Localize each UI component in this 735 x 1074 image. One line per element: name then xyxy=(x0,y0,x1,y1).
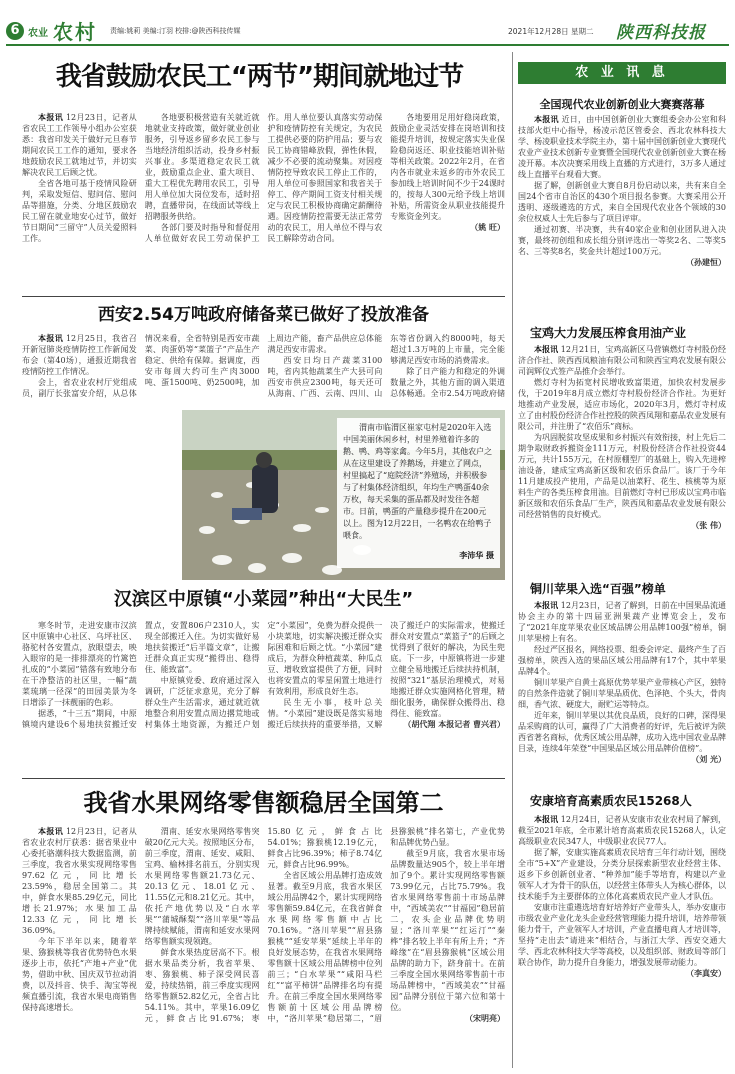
side-item4-title: 安康培育高素质农民15268人 xyxy=(530,794,692,808)
paragraph: 据了解，创新创业大赛自8月份启动以来，共有来自全国24个省市自治区的430个项目报名参赛。大赛采用公开透明、逐级遴选的方式，来自全国现代农业各个领域的30余位权威人士先后参与了项目评审。 xyxy=(518,181,726,223)
brand-logo: 陕西科技报 xyxy=(616,23,706,43)
paragraph: 经过严区报名，网络投票、组委会评定、最终产生了百强榜单，陕西入选的果品区域公用品牌有17个，其中苹果品牌4个。 xyxy=(518,645,726,676)
side-item1-title: 全国现代农业创新创业大赛赛落幕 xyxy=(539,98,705,111)
article-xian-veg-cont xyxy=(22,410,172,580)
page-number-badge: 6 xyxy=(6,22,24,40)
photo-caption-text: 渭南市临渭区崔家屯村是2020年入选中国美丽休闲乡村，村里养殖着许多的鹅、鸭、鸡等家禽。今年5月，其他农户之从在这里建设了养鹅场，并建立了网点，村里搞起了“庭院经济”养殖场，并积极参与了村集体经济组织，年均生产鸭蛋40余万枚，每天采集的蛋品都及时发往各超市。日前，鸭蛋的产量稳步提升在200元以上。图为12月22日，一名鸭农在给鸭子喂食。 xyxy=(343,423,493,540)
article-fruit-headline: 我省水果网络零售额稳居全国第二 xyxy=(83,789,444,817)
paragraph: 为巩固脱贫攻坚成果和乡村振兴有效衔接，村上先后二期争取财政拆搬资金111万元，村股份经济合作社投资44万元，共计155万元，在村原棚型厂的基础上，购入先进榨油设备，建成宝鸡高新区级和农佰乐食品厂。该厂于今年11月建成投产使用，产品是以油菜籽、花生、核桃等为原料生产的各类压榨食用油。目前燃灯寺村已形成以宝鸡市临新区级和农佰乐食品厂生产，陕西凤和嘉品农业发展有限公司经营销售的良好模式。 xyxy=(518,433,726,519)
side-item2-title: 宝鸡大力发展压榨食用油产业 xyxy=(530,326,687,340)
paragraph: 寒冬时节，走进安康市汉滨区中原镇中心社区、乌坪社区、骆驼村各安置点，放眼望去，映入眼帘的是一排排漂亮的竹篱笆扎成的“小菜园”错落有致地分布在干净整洁的社区里，一幅“蔬菜琉璃一径深”的田园美景为冬日增添了一抹靓丽的色彩。 xyxy=(22,621,137,707)
photo-credit: 李沛华 摄 xyxy=(459,551,494,560)
photo-caption-box xyxy=(337,418,500,568)
side-item3-title: 铜川苹果入选“百强”榜单 xyxy=(530,582,666,596)
article-fruit xyxy=(22,826,505,1066)
paragraph: 12月24日，记者从安康市农业农村局了解到，截至2021年底，全市累计培育高素质农民15268人，认定高级职业农民347人，中级职业农民77人。 xyxy=(518,815,726,846)
side-item1 xyxy=(518,114,726,312)
side-item2 xyxy=(518,344,726,564)
main-headline: 我省鼓励农民工“两节”期间就地过节 xyxy=(55,62,464,92)
paragraph: 各部门要及时指导和督促用人单位做好农民工劳动保护工作。用人单位要认真落实劳动保护和疫情防控有关规定，为农民工提供必要的防护用品；要与农民工协商错峰放假，弹性休假，减少不必要的流动聚集。对因疫情防控导致农民工停止工作的，用人单位可参照国家和我省关于停工、停产期间工资支付相关规定与农民工积极协商确定薪酬待遇。因疫情防控需要无法正常劳动的农民工，用人单位不得与农民工解除劳动合同。 xyxy=(144,113,383,243)
side-item3 xyxy=(518,600,726,772)
paragraph: 西安日均日产蔬菜3100吨，省内其他蔬菜生产大县可向西安市供应2300吨，每天还可从海南、广西、云南、四川、山东等省份调入约8000吨，每天超过1.3万吨的上市量，完全能够满足西安市场的消费需求。 xyxy=(267,334,505,398)
page-header xyxy=(6,4,729,46)
paragraph: 安康市注重遴选培育好培养好产业带头人，举办安康市市级农业产业化龙头企业经营管理能力提升培训，培养带领能力骨干，产业领军人才培训，产业直播电商人才培训等，坚持“走出去”请进来”相结合，与浙江大学、西安交通大学、西北农林科技大学等高校，以及组织部、财政局等部门联合协作，助力提升自身能力，增强发展带动能力。 xyxy=(518,903,726,967)
header-rule xyxy=(6,44,729,46)
byline: 本报讯 xyxy=(534,114,559,124)
paragraph: 中原镇党委、政府通过深入调研，广泛征求意见，充分了解群众生产生活需求，通过就近就地整合利用安置点周边撂荒地或村集体土地资源，为搬迁户划定“小菜园”，免费为群众提供一小块菜地，切实解决搬迁群众实际困难和后顾之忧。“小菜园”建成后，为群众种植蔬菜、种瓜点豆、增收致富提供了方便，同时也将安置点的零星闲置土地进行有效利用，形成良好生态。 xyxy=(144,621,383,729)
article-xian-veg xyxy=(22,333,505,405)
byline: 本报讯 xyxy=(38,333,64,343)
paragraph: 全省区域公用品牌打造成效显著。截至9月底，我省水果区域公用品牌42个，累计实现网络零售额59.84亿元，在我省鲜食水果网络零售额中占比70.16%。“洛川苹果”“眉县猕猴桃”“延安苹果”延续上半年的良好发展态势，在我省水果网络零售额十区域公用品牌榜中位列前三；“白水苹果”“咸阳马栏红”“富平柿饼”品牌排名均有提升。在前三季度全国水果网络零售额前十区域公用品牌榜中，“洛川苹果”稳居第二，“眉县猕猴桃”排名第七，产业优势和品牌优势凸显。 xyxy=(267,827,505,1023)
paragraph: 12月23日，记者了解到，日前在中国果品流通协会主办的第十四届亚洲果蔬产业博览会上，发布了“2021年度苹果农业区域品牌公用品牌100强”榜单，铜川苹果榜上有名。 xyxy=(518,601,726,643)
article-hanbin-headline: 汉滨区中原镇“小菜园”种出“大民生” xyxy=(113,589,414,610)
article-hanbin xyxy=(22,620,505,770)
paragraph: 除了日产能力和稳定的外调数量之外，其他方面的调入渠道总体畅通。全市2.54万吨政府储 xyxy=(390,367,505,398)
issue-date: 2021年12月28日 星期二 xyxy=(508,27,594,36)
sidebar-banner xyxy=(518,62,726,84)
paragraph: 燃灯寺村为拓宽村民增收致富渠道，加快农村发展步伐，于2019年8月成立燃灯寺村股份经济合作社。为更好地推动产业发展，适应市场化，2020年3月，燃灯寺村成立了由村股份经济合作社控股的陕西凤翔和嘉品农业发展有限公司，并注册了“农佰乐”商标。 xyxy=(518,378,726,431)
signature: （姚 旺） xyxy=(470,222,505,232)
paragraph: 12月21日，宝鸡高新区马营镇燃灯寺村股份经济合作社、陕西西凤粮油有限公司和陕西宝鸡农发展有限公司润辉仪式签产品推介会举行。 xyxy=(518,345,726,376)
paragraph: 据了解，安康实施高素质农民培育三年行动计划，围绕全市“5+X”产业建设，分类分层探索新型农业经营主体、返乡下乡创新创业者、“种养加”能手等培育，构建以产业领军人才为骨干的队伍，以经营主体带头人为核心群体，以技术能手为主要群体的立体化高素质农民产业人才队伍。 xyxy=(518,848,726,901)
paragraph: 渭南、延安水果网络零售突破20亿元大关。按照地区分布，前三季度，渭南、延安、咸阳、宝鸡、榆林排名前五，分别实现水果网络零售额21.73亿元、20.13亿元、18.01亿元、11.55亿元和8.21亿元。其中，依托产地优势以及“白水苹果”“蒲城酥梨”“洛川苹果”等品牌持续赋能，渭南和延安水果网络零售额实现领跑。 xyxy=(144,827,260,946)
byline: 本报讯 xyxy=(38,826,64,836)
byline: 本报讯 xyxy=(534,814,559,824)
signature: （宋明亮） xyxy=(465,1013,505,1023)
signature: （孙建恒） xyxy=(686,257,726,267)
paragraph: 近年来，铜川苹果以其优良品质，良好的口碑，深得果品采购商的认可，赢得了广大消费者的好评，先后被评为陕西省著名商标，优秀区域公用品牌，成功入选中国农业品牌目录，连续4年荣登“中国果品区域公用品牌价值榜”。 xyxy=(518,711,726,753)
paragraph: 12月25日，我省召开新冠肺炎疫情防控工作新闻发布会（第40场），通报近期我省疫情防控工作情况。 xyxy=(22,334,137,376)
paragraph: 各地要用足用好稳岗政策，鼓励企业灵活安排在岗培训和技能提升培训，按规定落实失业保险稳岗返还、职业技能培训补贴等相关政策。2022年2月，在省内各市就业未返乡的市外农民工参加线上培训时间不少于24课时的，按每人300元给予线上培训补贴，所需资金从职业技能提升专账资金列支。 xyxy=(390,113,505,221)
paragraph: 通过初赛、半决赛，共有40家企业和创业团队进入决赛，最终初创组和成长组分别评选出一等奖2名、二等奖5名、三等奖8名，奖金共计超过100万元。 xyxy=(518,225,726,256)
byline: 本报讯 xyxy=(38,112,64,122)
signature: （胡代翔 本报记者 曹兴君） xyxy=(403,719,505,729)
signature: （李真安） xyxy=(686,968,726,978)
paragraph: 12月23日，记者从省农业农村厅获悉：据省果业中心委托骆潮科技大数据监测，前三季度，我省水果实现网络零售97.62亿元，同比增长23.59%，稳居全国第二。其中，鲜食水果85.29亿元，同比增长21.97%；水果加工品12.33亿元，同比增长36.09%。 xyxy=(22,827,137,935)
byline: 本报讯 xyxy=(534,600,559,610)
paragraph: 截至9月底，我省水果市场品牌数量达905个，较上半年增加了9个。累计实现网络零售额73.99亿元，占比75.79%。我省水果网络零售前十市场品牌中，“西域美农”“甘福园”稳居前二，农头企业品牌优势明显；“洛川苹果”“红运汀”“秦桦”排名较上半年有所上升；“齐峰缘”在“眉县猕猴桃”区域公用品牌的助力下，跻身前十。在前三季度全国水果网络零售前十市场品牌榜中，“西域美农”“甘福园”品牌分别位于第六位和第十位。 xyxy=(390,849,505,1012)
paragraph: 全省各地可基于疫情风险研判，采取发短信、慰问信、慰问品等措施，分类、分地区鼓励农民工留在就业地安心过节，做好节日期间“三留守”人员关爱照料工作。 xyxy=(22,179,137,243)
editors-line: 责编:姚莉 美编:汀羽 校排:@陕西科技传媒 xyxy=(110,27,241,35)
paragraph: 据悉，“十三五”期间，中原镇境内建设6个易地扶贫搬迁安置点，安置806户2310人，实现全部搬迁入住。为切实做好易地扶贫搬迁“后半篇文章”，让搬迁群众真正实现“搬得出、稳得住、能致富”。 xyxy=(22,621,260,729)
divider xyxy=(22,778,505,779)
article-migrant-workers xyxy=(22,112,505,320)
paragraph: 各地要积极营造有关就近就地就业支持政策，做好就业创业服务，引导返乡留乡农民工参与当地经济组织活动，投身乡村振兴事业。多渠道稳定农民工就业，鼓励重点企业、重大项目、重大工程优先聘用农民工，引导用人单位加大岗位发布，适时招聘，直播带岗，在线面试等线上招聘服务供给。 xyxy=(144,113,260,221)
paragraph: 民生无小事，枝叶总关情。“小菜园”建设既是落实易地搬迁后续扶持的重要举措，又解决了搬迁户的实际需求，使搬迁群众对安置点“菜篮子”的后顾之忧得到了很好的解决，为民生兜底。下一步，中原镇将进一步建立健全易地搬迁后续扶持机制，按照“321”基层治理模式，对易地搬迁群众实施网格化管理，精细化服务，确保群众搬得出、稳得住、能致富。 xyxy=(267,621,505,729)
signature: （刘 光） xyxy=(691,754,726,764)
paragraph: 近日，由中国创新创业大赛组委会办公室和科技部火炬中心指导，杨凌示范区管委会、西北农林科技大学、杨凌职业技术学院主办，第十届中国创新创业大赛现代农业产业技术创新专业赛暨全国现代农业创新创业大赛在杨凌开幕。本次决赛采用线上直播的方式进行，3万多人通过线上直播平台观看大赛。 xyxy=(518,115,726,179)
paragraph: 铜川苹果产自黄土高原优势苹果产业带核心产区，独特的自然条件造就了铜川苹果品质优、色泽艳、个头大，骨肉细，香气浓、硬度大，耐贮运等特点。 xyxy=(518,678,726,709)
paragraph: 12月23日，记者从省农民工工作领导小组办公室获悉：我省印发关于做好元旦春节期间农民工工作的通知，要求各地鼓励农民工就地过节，并切实解决农民工后顾之忧。 xyxy=(22,113,137,177)
column-separator xyxy=(512,52,513,1068)
sidebar-banner-label: 农 业 讯 息 xyxy=(575,65,669,80)
article-xian-veg-headline: 西安2.54万吨政府储备菜已做好了投放准备 xyxy=(98,305,429,325)
byline: 本报讯 xyxy=(534,344,559,354)
signature: （张 伟） xyxy=(691,520,726,530)
paragraph: 鲜食水果热度居高不下。根据水果品类分析，我省苹果、枣、猕猴桃、柿子深受网民喜爱，持续热销，前三季度实现网络零售额52.82亿元，全省占比54.11%。其中，苹果16.09亿元，鲜食占比91.67%；枣15.80亿元，鲜食占比54.01%；猕猴桃12.19亿元，鲜食占比96.39%；柿子8.74亿元，鲜食占比96.99%。 xyxy=(144,827,383,1023)
section-main: 农村 xyxy=(53,20,97,44)
divider xyxy=(22,296,505,297)
section-prefix: 农业 xyxy=(28,28,48,39)
paragraph: 会上，省农业农村厅党组成员，副厅长张富安介绍，从总体情况来看，全省特别是西安市蔬菜、肉蛋奶等“菜篮子”产品生产稳定、供给有保障。据调度，西安市每周大约可生产肉3000吨、蛋1500吨、奶2500吨，加上周边产能，畜产品供应总体能满足西安市需求。 xyxy=(22,334,383,398)
side-item4 xyxy=(518,814,726,1068)
paragraph: 今年下半年以来，随着苹果、猕猴桃等我省优势特色水果逐步上市，依托“产地+产业”优势，借助中秋、国庆双节拉动消费，以及抖音、快手、淘宝等视频直播引流，我省水果电商销售保持高速增长。 xyxy=(22,937,137,1012)
